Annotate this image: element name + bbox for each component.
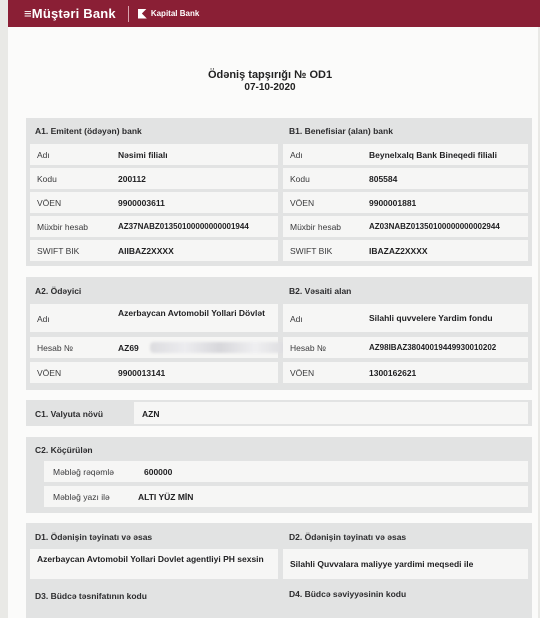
row-value: AZ98IBAZ38040019449930010202	[369, 343, 497, 352]
a2-title: A2. Ödəyici	[35, 286, 82, 296]
b1-title: B1. Benefisiar (alan) bank	[289, 126, 393, 136]
b1-row-name	[283, 144, 528, 165]
row-value: 9900013141	[118, 368, 166, 378]
row-value: Nəsimi filialı	[118, 150, 168, 160]
d4-title: D4. Büdcə səviyyəsinin kodu	[289, 589, 407, 599]
a1-title: A1. Emitent (ödəyən) bank	[35, 126, 142, 136]
document-title: Ödəniş tapşırığı № OD1	[207, 69, 333, 81]
row-label: Müxbir hesab	[290, 222, 342, 232]
row-label: VÖEN	[290, 198, 315, 208]
d1-text: Azerbaycan Avtomobil Yollari Dovlet agentliyi PH sexsin	[37, 554, 264, 564]
d1-text-row	[30, 549, 278, 579]
d1-title: D1. Ödənişin təyinatı və əsas	[35, 532, 153, 542]
row-label: Hesab №	[290, 343, 327, 353]
currency-value: AZN	[142, 409, 160, 419]
row-label: Müxbir hesab	[37, 222, 89, 232]
brand-divider	[128, 6, 129, 22]
row-label: Adı	[290, 150, 303, 160]
c2-title: C2. Köçürülən	[35, 445, 93, 455]
b2-title: B2. Vəsaiti alan	[289, 286, 352, 296]
b1-row-corr-account	[283, 216, 528, 237]
row-value: 9900001881	[369, 198, 417, 208]
a1-row-code	[30, 168, 278, 189]
parties-section	[26, 277, 532, 390]
row-value: AZ37NABZ01350100000000001944	[118, 222, 249, 231]
row-label: SWIFT BIK	[37, 246, 80, 256]
amount-text-value: ALTI YÜZ MİN	[138, 492, 194, 502]
amount-number-value: 600000	[144, 467, 173, 477]
kapital-bank-logo-icon	[138, 9, 147, 19]
currency-value-row	[134, 402, 528, 424]
brand-name: ≡Müştəri Bank	[24, 6, 116, 21]
row-label: SWIFT BIK	[290, 246, 333, 256]
a2-row-account	[30, 337, 278, 358]
document-date: 07-10-2020	[244, 82, 296, 93]
row-value: 805584	[369, 174, 398, 184]
d2-title: D2. Ödənişin təyinatı və əsas	[289, 532, 407, 542]
row-label: Adı	[37, 314, 50, 324]
amount-text-row	[44, 486, 528, 507]
row-value: AZ69	[118, 343, 139, 353]
row-label: Hesab №	[37, 343, 74, 353]
row-label: Kodu	[37, 174, 57, 184]
a1-row-swift	[30, 240, 278, 261]
purpose-section	[26, 523, 532, 618]
row-value: IBAZAZ2XXXX	[369, 246, 428, 256]
row-label: Adı	[290, 314, 303, 324]
d2-text-row	[283, 549, 528, 579]
row-value: AZ03NABZ01350100000000002944	[369, 222, 500, 231]
b1-row-voen	[283, 192, 528, 213]
row-value: Silahli quvvelere Yardim fondu	[369, 313, 493, 323]
row-value: Azerbaycan Avtomobil Yollari Dövlət	[118, 308, 265, 318]
d2-text: Silahli Quvvalara maliyye yardimi meqsedi ile	[290, 559, 474, 569]
b1-row-code	[283, 168, 528, 189]
row-value: 1300162621	[369, 368, 417, 378]
b2-row-account	[283, 337, 528, 358]
brand-header	[8, 0, 540, 27]
redacted-account-number	[150, 342, 290, 353]
c1-title: C1. Valyuta növü	[35, 409, 104, 419]
a1-row-voen	[30, 192, 278, 213]
row-value: Beynelxalq Bank Bineqedi filiali	[369, 150, 498, 160]
row-value: 9900003611	[118, 198, 165, 208]
row-label: VÖEN	[290, 368, 315, 378]
row-label: VÖEN	[37, 198, 62, 208]
amount-text-label: Məbləğ yazı ilə	[53, 492, 110, 502]
d3-title: D3. Büdcə təsnifatının kodu	[35, 591, 147, 601]
b2-row-name	[283, 304, 528, 332]
b1-row-swift	[283, 240, 528, 261]
b2-row-voen	[283, 362, 528, 383]
currency-section	[26, 400, 532, 426]
row-value: 200112	[118, 174, 146, 184]
transfer-amount-section	[26, 437, 532, 513]
amount-number-label: Məbləğ rəqəmlə	[53, 467, 114, 477]
a2-row-voen	[30, 362, 278, 383]
amount-number-row	[44, 461, 528, 482]
row-label: Kodu	[290, 174, 310, 184]
a1-row-corr-account	[30, 216, 278, 237]
row-value: AIIBAZ2XXXX	[118, 246, 174, 256]
row-label: VÖEN	[37, 368, 62, 378]
a1-row-name	[30, 144, 278, 165]
partner-bank-name: Kapital Bank	[150, 9, 200, 18]
bank-section	[26, 118, 532, 266]
row-label: Adı	[37, 150, 50, 160]
a2-row-name	[30, 304, 278, 332]
